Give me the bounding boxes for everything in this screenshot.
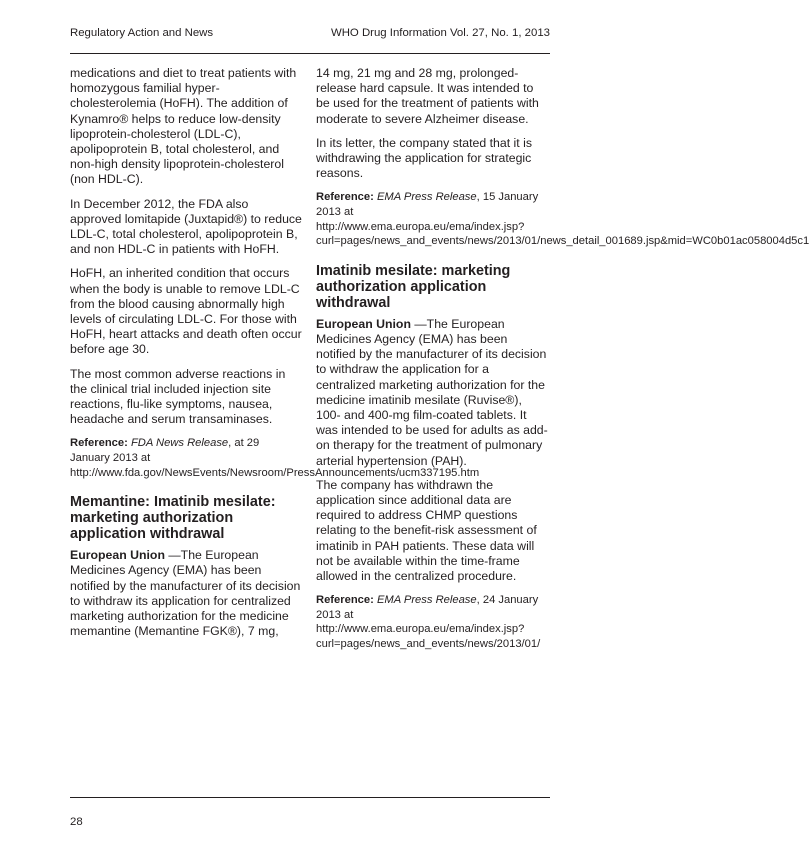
reference-text: , 15 January 2013 at http://www.ema.europa.eu/ema/index.jsp?curl=pages/news_and_events/news/2013/01/news_detail_001689.jsp&mid=WC0b01ac058004d5c1 — [316, 191, 809, 248]
paragraph: The most common adverse reactions in the clinical trial included injection site reactions, flu-like symptoms, nausea, headache and serum transaminases. — [70, 366, 286, 427]
region-label: European Union — [316, 316, 411, 331]
right-column — [316, 66, 809, 662]
reference — [316, 593, 548, 651]
reference-label: Reference: — [316, 191, 374, 204]
paragraph: HoFH, an inherited condition that occurs when the body is unable to remove LDL-C from the blood causing abnormally high levels of circulating LDL-C. For those with HoFH, heart attacks and death often occur before age 30. — [70, 266, 302, 357]
paragraph — [316, 317, 548, 469]
article-heading: Memantine: Imatinib mesilate: marketing authorization application withdrawal — [70, 494, 276, 543]
paragraph: In its letter, the company stated that it is withdrawing the application for strategic reasons. — [316, 135, 532, 181]
paragraph: The company has withdrawn the application since additional data are required to address CHMP questions relating to the benefit-risk assessment of imatinib in PAH patients. These data will not be available within the time-frame allowed in the centralized procedure. — [316, 477, 537, 584]
paragraph: medications and diet to treat patients with homozygous familial hyper-cholesterolemia (HoFH). The addition of Kynamro® helps to reduce low-density lipoprotein-cholesterol (LDL-C), apolipoprotein B, total cholesterol, and non-high density lipoprotein-cholesterol (non HDL-C). — [70, 66, 297, 187]
reference-source: FDA News Release — [130, 437, 229, 450]
paragraph: In December 2012, the FDA also approved lomitapide (Juxtapid®) to reduce LDL-C, total cholesterol, apolipoprotein B, and non HDL-C in patients with HoFH. — [70, 196, 302, 257]
section-title: Regulatory Action and News — [70, 27, 214, 39]
paragraph-text: —The European Medicines Agency (EMA) has been notified by the manufacturer of its decision to withdraw the application for a centralized marketing authorization for the medicine imatinib mesilate (Ruvise®), 100- and 400-mg film-coated tablets. It was intended to be used for adults as add-on therapy for the treatment of pulmonary arterial hypertension (PAH). — [316, 316, 548, 468]
reference-label: Reference: — [316, 594, 374, 607]
reference-text: , at 29 January 2013 at http://www.fda.gov/NewsEvents/Newsroom/PressAnnouncements/ucm337195.htm — [70, 437, 480, 479]
reference-label: Reference: — [70, 437, 128, 450]
article-heading: Imatinib mesilate: marketing authorization application withdrawal — [316, 262, 511, 311]
reference-text: , 24 January 2013 at http://www.ema.europa.eu/ema/index.jsp?curl=pages/news_and_events/news/2013/01/ — [316, 594, 541, 651]
reference — [70, 436, 480, 480]
reference-source: EMA Press Release — [376, 594, 477, 607]
paragraph — [70, 548, 302, 639]
running-header — [70, 27, 550, 43]
reference-source: EMA Press Release — [376, 191, 477, 204]
footer-rule — [70, 797, 550, 798]
page-number: 28 — [70, 816, 83, 828]
reference — [316, 190, 809, 248]
paragraph-text: —The European Medicines Agency (EMA) has been notified by the manufacturer of its decision to withdraw its application for centralized marketing authorization for the medicine memantine (Memantine FGK®), 7 mg, — [70, 548, 301, 639]
region-label: European Union — [70, 548, 165, 563]
journal-title: WHO Drug Information Vol. 27, No. 1, 2013 — [330, 27, 550, 39]
paragraph: 14 mg, 21 mg and 28 mg, prolonged-release hard capsule. It was intended to be used for the treatment of patients with moderate to severe Alzheimer disease. — [316, 66, 539, 126]
header-rule — [70, 53, 550, 54]
